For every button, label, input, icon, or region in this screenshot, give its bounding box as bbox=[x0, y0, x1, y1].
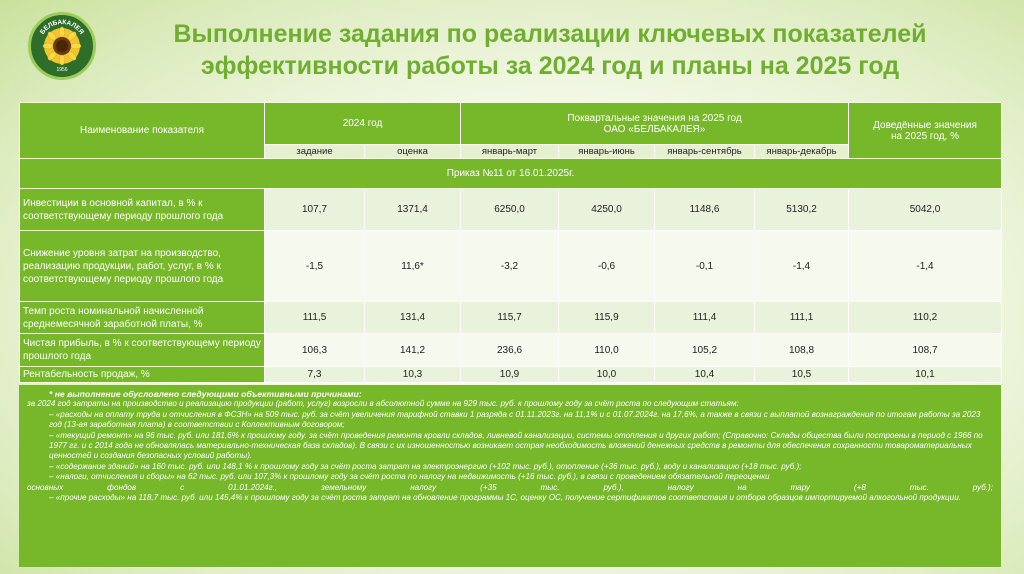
footnote-item-taxes: – «налоги, отчисления и сборы» на 62 тыс. руб. или 107,3% к прошлому году за счёт роста по налогу на недвижимость (+16 тыс. руб.), в связи с проведением обязательной переоценки bbox=[49, 472, 770, 482]
cell-value: 5042,0 bbox=[849, 189, 1002, 231]
cell-value: 115,7 bbox=[461, 302, 559, 334]
cell-value: 10,0 bbox=[559, 367, 655, 383]
header-final-line-1: Доведённые значения bbox=[873, 119, 977, 131]
cell-value: 5130,2 bbox=[755, 189, 849, 231]
row-name: Инвестиции в основной капитал, в % к соответствующему периоду прошлого года bbox=[20, 189, 265, 231]
subheader-estimate: оценка bbox=[365, 145, 461, 159]
order-row: Приказ №11 от 16.01.2025г. bbox=[20, 159, 1002, 189]
page-title bbox=[110, 18, 990, 82]
cell-value: 10,1 bbox=[849, 367, 1002, 383]
footnote-item-labor: – «расходы на оплату труда и отчисления в ФСЗН» на 509 тыс. руб. за счёт увеличения тарифной ставки 1 разряда с 01.11.2023г. на 11,1% и с 01.07.2024г. на 17,6%, а также в связи с выплатой вознаграждения по итогам работы за 2023 год (13-ая заработная плата) в соответствии с Коллективным договором; bbox=[49, 409, 981, 430]
footnote-item-other: – «прочие расходы» на 118,7 тыс. руб. или 145,4% к прошлому году за счёт роста затрат на обновление программы 1С, оценку ОС, получение сертификатов соответствия и отбора образцов импортируемой алкогольной продукции. bbox=[49, 493, 961, 503]
cell-value: 10,4 bbox=[655, 367, 755, 383]
table-row bbox=[20, 334, 1002, 367]
table-row bbox=[20, 231, 1002, 302]
cell-value: -3,2 bbox=[461, 231, 559, 302]
table-row bbox=[20, 189, 1002, 231]
cell-value: 1148,6 bbox=[655, 189, 755, 231]
cell-value: 108,8 bbox=[755, 334, 849, 367]
footnotes-panel bbox=[19, 385, 1001, 567]
row-name: Рентабельность продаж, % bbox=[20, 367, 265, 383]
cell-value: 6250,0 bbox=[461, 189, 559, 231]
cell-value: -0,6 bbox=[559, 231, 655, 302]
subheader-h1: январь-июнь bbox=[559, 145, 655, 159]
cell-value: 106,3 bbox=[265, 334, 365, 367]
header-quarterly-line-1: Поквартальные значения на 2025 год bbox=[567, 112, 742, 124]
subheader-plan: задание bbox=[265, 145, 365, 159]
logo-text: БЕЛБАКАЛЕЯ bbox=[39, 18, 85, 36]
header-2024: 2024 год bbox=[265, 103, 461, 145]
footnote-item-buildings: – «содержание зданий» на 160 тыс. руб. или 148,1 % к прошлому году за счёт роста затрат на электроэнергию (+102 тыс. руб.), отопление (+36 тыс. руб.), воду и канализацию (+18 тыс. руб.); bbox=[49, 461, 802, 471]
sunflower-logo-icon bbox=[31, 15, 93, 77]
cell-value: -1,4 bbox=[755, 231, 849, 302]
header-final-2025 bbox=[849, 103, 1002, 159]
cell-value: 111,1 bbox=[755, 302, 849, 334]
subheader-9m: январь-сентябрь bbox=[655, 145, 755, 159]
table-row bbox=[20, 367, 1002, 383]
row-name: Чистая прибыль, в % к соответствующему периоду прошлого года bbox=[20, 334, 265, 367]
table-row bbox=[20, 302, 1002, 334]
cell-value: 4250,0 bbox=[559, 189, 655, 231]
row-name: Снижение уровня затрат на производство, реализацию продукции, работ, услуг, в % к соответствующему периоду прошлого года bbox=[20, 231, 265, 302]
cell-value: 7,3 bbox=[265, 367, 365, 383]
row-name: Темп роста номинальной начисленной среднемесячной заработной платы, % bbox=[20, 302, 265, 334]
cell-value: 105,2 bbox=[655, 334, 755, 367]
cell-value: -1,5 bbox=[265, 231, 365, 302]
cell-value: -1,4 bbox=[849, 231, 1002, 302]
footnote-heading: * не выполнение обусловлено следующими объективными причинами: bbox=[49, 389, 362, 399]
header-quarterly-line-2: ОАО «БЕЛБАКАЛЕЯ» bbox=[603, 123, 706, 135]
subheader-q1: январь-март bbox=[461, 145, 559, 159]
cell-value: 115,9 bbox=[559, 302, 655, 334]
cell-value: 110,2 bbox=[849, 302, 1002, 334]
cell-value: 131,4 bbox=[365, 302, 461, 334]
cell-value: 11,6* bbox=[365, 231, 461, 302]
footnote-item-repair: – «текущий ремонт» на 96 тыс. руб. или 181,6% к прошлому году. за счёт проведения ремонта кровли складов, ливневой канализации, системы отопления и других работ; (Справочно: Склады общества были построены в период с 1966 по 1977 гг. и с 2014 года не обновлялась материально-техническая база складов). В связи с их изношенностью возникает острая необходимость вложений денежных средств в ремонты для обеспечения сохранности товароматериальных ценностей и создания безопасных условий работы). bbox=[49, 430, 983, 461]
cell-value: 1371,4 bbox=[365, 189, 461, 231]
title-line-1: Выполнение задания по реализации ключевых показателей bbox=[173, 20, 927, 48]
cell-value: 107,7 bbox=[265, 189, 365, 231]
logo-year: 1956 bbox=[56, 67, 68, 73]
cell-value: -0,1 bbox=[655, 231, 755, 302]
cell-value: 10,3 bbox=[365, 367, 461, 383]
header-quarterly-2025 bbox=[461, 103, 849, 145]
footnote-intro: за 2024 год затраты на производство и реализацию продукции (работ, услуг) возросли в абсолютной сумме на 929 тыс. руб. к прошлому году за счёт роста по следующим статьям: bbox=[27, 399, 739, 409]
subheader-year: январь-декабрь bbox=[755, 145, 849, 159]
cell-value: 111,5 bbox=[265, 302, 365, 334]
cell-value: 10,9 bbox=[461, 367, 559, 383]
cell-value: 10,5 bbox=[755, 367, 849, 383]
cell-value: 236,6 bbox=[461, 334, 559, 367]
cell-value: 108,7 bbox=[849, 334, 1002, 367]
header-indicator-name: Наименование показателя bbox=[20, 103, 265, 159]
footnote-item-taxes-cont: основных фондов с 01.01.2024г., земельному налогу (+35 тыс. руб.), налогу на тару (+8 тыс. руб.); bbox=[27, 482, 993, 492]
header-final-line-2: на 2025 год, % bbox=[891, 130, 959, 142]
kpi-table bbox=[19, 102, 1002, 383]
cell-value: 141,2 bbox=[365, 334, 461, 367]
company-logo bbox=[28, 12, 96, 80]
cell-value: 111,4 bbox=[655, 302, 755, 334]
title-line-2: эффективности работы за 2024 год и планы на 2025 год bbox=[200, 52, 900, 80]
cell-value: 110,0 bbox=[559, 334, 655, 367]
